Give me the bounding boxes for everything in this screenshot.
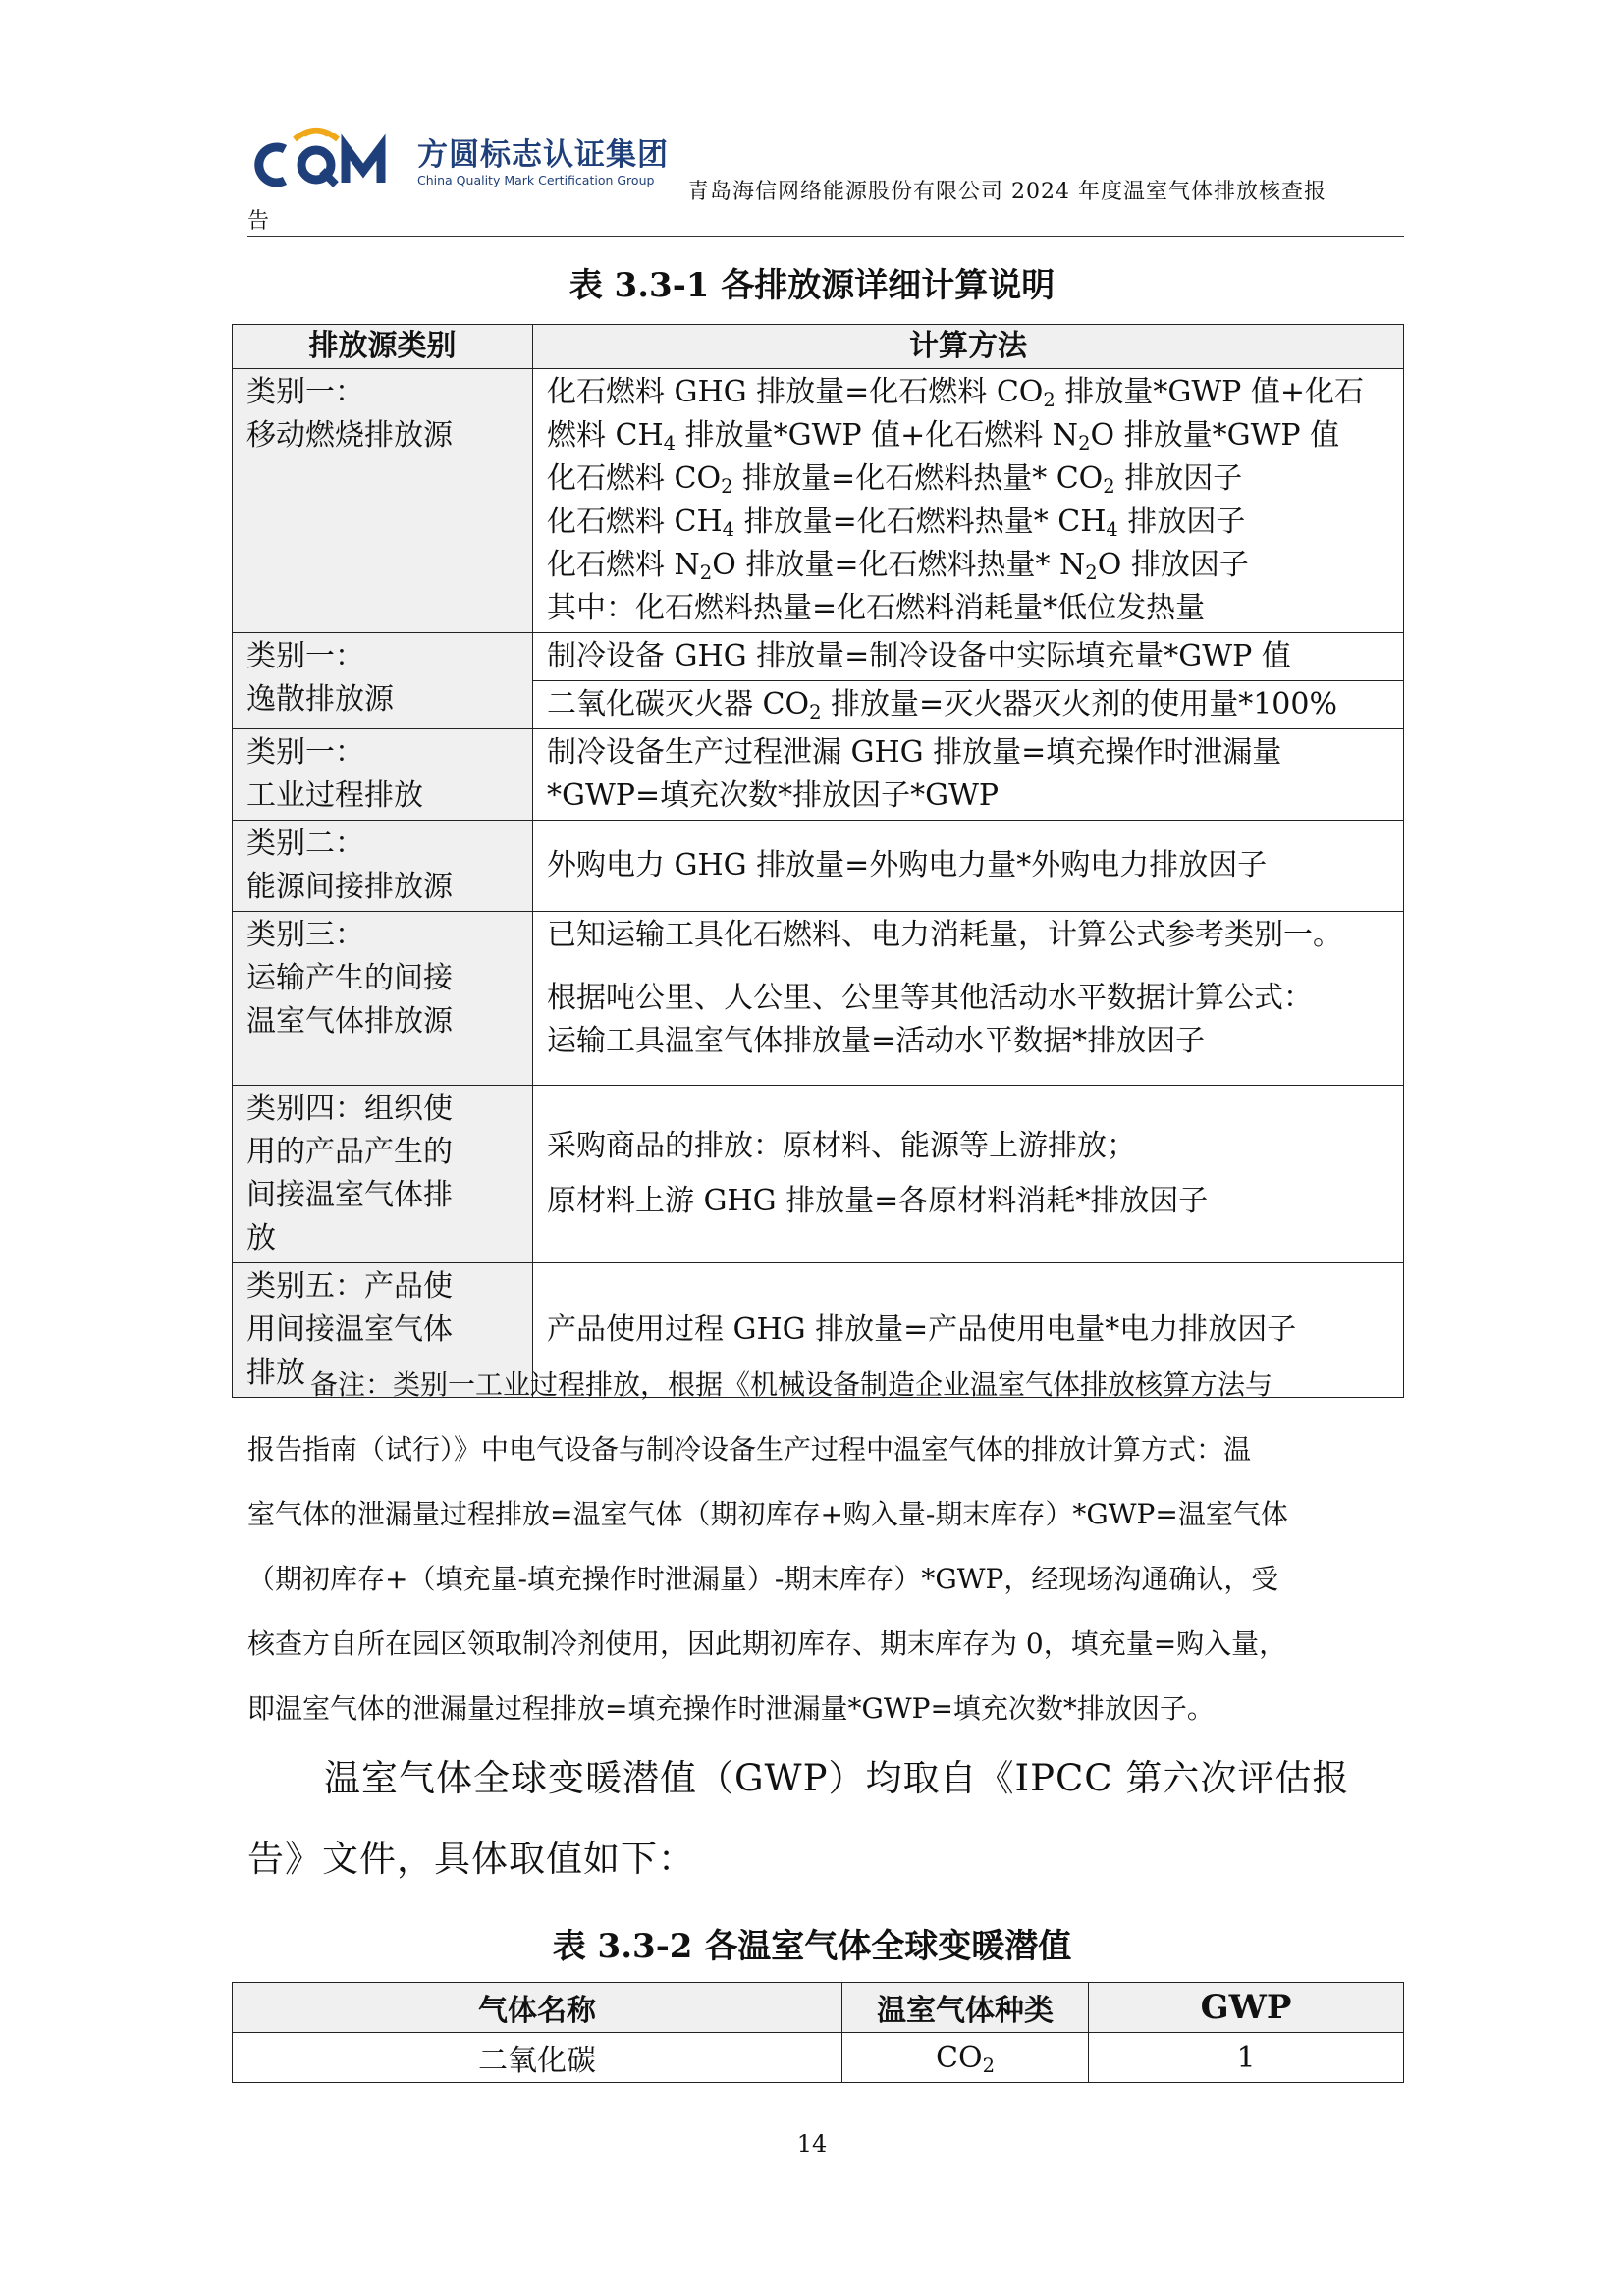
method-cell [533, 633, 1404, 681]
category-label: 能源间接排放源 [246, 870, 453, 904]
note-line: 室气体的泄漏量过程排放=温室气体（期初库存+购入量-期末库存）*GWP=温室气体 [247, 1498, 1288, 1530]
category-label: 类别一： [246, 375, 364, 409]
formula-line: 其中：化石燃料热量=化石燃料消耗量*低位发热量 [547, 591, 1206, 625]
category-label: 类别五：产品使 [246, 1269, 453, 1304]
note-line: 报告指南（试行）》中电气设备与制冷设备生产过程中温室气体的排放计算方式：温 [247, 1433, 1252, 1466]
column-header-gas-name: 气体名称 [233, 1983, 842, 2033]
table1-caption: 表 3.3-1 各排放源详细计算说明 [568, 266, 1056, 305]
header-divider [247, 236, 1404, 237]
emission-calculation-table [232, 324, 1404, 1398]
category-cell [233, 821, 533, 912]
category-label: 逸散排放源 [246, 682, 394, 717]
gas-name-cell: 二氧化碳 [233, 2033, 842, 2083]
formula-line: 外购电力 GHG 排放量=外购电力量*外购电力排放因子 [547, 848, 1268, 882]
category-label: 用间接温室气体 [246, 1312, 453, 1347]
category-label: 类别三： [246, 918, 364, 952]
category-label: 类别二： [246, 827, 364, 861]
table-header-row [233, 325, 1404, 369]
table-row [233, 912, 1404, 1086]
gas-type-cell: $CO_2$ [842, 2033, 1089, 2083]
logo-english-name: China Quality Mark Certification Group [417, 173, 655, 187]
method-cell [533, 729, 1404, 821]
column-header-gwp: GWP [1089, 1983, 1404, 2033]
formula-line: 化石燃料 $CH_4$ 排放量=化石燃料热量* $CH_4$ 排放因子 [547, 505, 1246, 541]
formula-line: *GWP=填充次数*排放因子*GWP [547, 778, 1000, 813]
logo-chinese-name: 方圆标志认证集团 [417, 137, 669, 173]
category-label: 温室气体排放源 [246, 1004, 453, 1039]
formula-line: 根据吨公里、人公里、公里等其他活动水平数据计算公式： [547, 981, 1313, 1015]
category-label: 移动燃烧排放源 [246, 418, 453, 453]
category-label: 运输产生的间接 [246, 961, 453, 995]
method-cell [533, 821, 1404, 912]
method-cell [533, 681, 1404, 729]
category-cell [233, 729, 533, 821]
column-header-gas-type: 温室气体种类 [842, 1983, 1089, 2033]
category-label: 用的产品产生的 [246, 1135, 453, 1169]
category-label: 排放 [246, 1356, 305, 1390]
spacer [547, 957, 1389, 977]
category-cell [233, 1086, 533, 1263]
category-label: 间接温室气体排 [246, 1178, 453, 1212]
formula-line: 制冷设备 GHG 排放量=制冷设备中实际填充量*GWP 值 [547, 639, 1291, 673]
column-header-category: 排放源类别 [233, 325, 533, 369]
formula-line: 运输工具温室气体排放量=活动水平数据*排放因子 [547, 1024, 1206, 1058]
table-row [233, 821, 1404, 912]
cqm-logo-icon [247, 120, 409, 190]
note-line: 核查方自所在园区领取制冷剂使用，因此期初库存、期末库存为 0，填充量=购入量， [247, 1628, 1287, 1660]
page-header [247, 120, 1404, 236]
category-cell [233, 369, 533, 633]
table-row [233, 369, 1404, 633]
method-cell [533, 912, 1404, 1086]
method-cell [533, 1086, 1404, 1263]
note-line: （期初库存+（填充量-填充操作时泄漏量）-期末库存）*GWP，经现场沟通确认，受 [247, 1563, 1279, 1595]
column-header-method: 计算方法 [533, 325, 1404, 369]
note-line: 备注：类别一工业过程排放，根据《机械设备制造企业温室气体排放核算方法与 [310, 1368, 1273, 1401]
formula-line: 已知运输工具化石燃料、电力消耗量，计算公式参考类别一。 [547, 918, 1342, 952]
category-label: 类别一： [246, 639, 364, 673]
cqm-logo [247, 120, 679, 190]
category-cell [233, 633, 533, 729]
gwp-paragraph [247, 1738, 1404, 1899]
table-row [233, 729, 1404, 821]
formula-line: 原材料上游 GHG 排放量=各原材料消耗*排放因子 [547, 1184, 1209, 1218]
table-row [233, 2033, 1404, 2083]
formula-line: 产品使用过程 GHG 排放量=产品使用电量*电力排放因子 [547, 1312, 1297, 1347]
table2-caption: 表 3.3-2 各温室气体全球变暖潜值 [552, 1927, 1072, 1966]
table-row [233, 633, 1404, 681]
formula-line: 二氧化碳灭火器 $CO_2$ 排放量=灭火器灭火剂的使用量*100% [547, 687, 1337, 723]
table-row [233, 1086, 1404, 1263]
gwp-table [232, 1982, 1404, 2083]
formula-line: 化石燃料 $N_2O$ 排放量=化石燃料热量* $N_2O$ 排放因子 [547, 548, 1249, 584]
formula-line: 燃料 $CH_4$ 排放量*GWP 值+化石燃料 $N_2O$ 排放量*GWP 值 [547, 418, 1340, 454]
category-cell [233, 912, 533, 1086]
paragraph-line: 告》文件，具体取值如下： [247, 1838, 695, 1880]
report-title-continued: 告 [247, 209, 270, 234]
method-cell [533, 369, 1404, 633]
note-line: 即温室气体的泄漏量过程排放=填充操作时泄漏量*GWP=填充次数*排放因子。 [247, 1692, 1215, 1725]
category-label: 类别四：组织使 [246, 1092, 453, 1126]
formula-line: 采购商品的排放：原材料、能源等上游排放； [547, 1129, 1136, 1163]
table-note [247, 1353, 1404, 1741]
category-label: 放 [246, 1221, 276, 1255]
table-header-row [233, 1983, 1404, 2033]
formula-line: 化石燃料 GHG 排放量=化石燃料 $CO_2$ 排放量*GWP 值+化石 [547, 375, 1365, 411]
gwp-value-cell: 1 [1089, 2033, 1404, 2083]
report-title: 青岛海信网络能源股份有限公司 2024 年度温室气体排放核查报 [687, 180, 1326, 204]
formula-line: 制冷设备生产过程泄漏 GHG 排放量=填充操作时泄漏量 [547, 735, 1282, 770]
formula-line: 化石燃料 $CO_2$ 排放量=化石燃料热量* $CO_2$ 排放因子 [547, 461, 1243, 498]
page-number: 14 [796, 2130, 828, 2158]
category-label: 类别一： [246, 735, 364, 770]
paragraph-line: 温室气体全球变暖潜值（GWP）均取自《IPCC 第六次评估报 [324, 1757, 1350, 1799]
category-label: 工业过程排放 [246, 778, 423, 813]
